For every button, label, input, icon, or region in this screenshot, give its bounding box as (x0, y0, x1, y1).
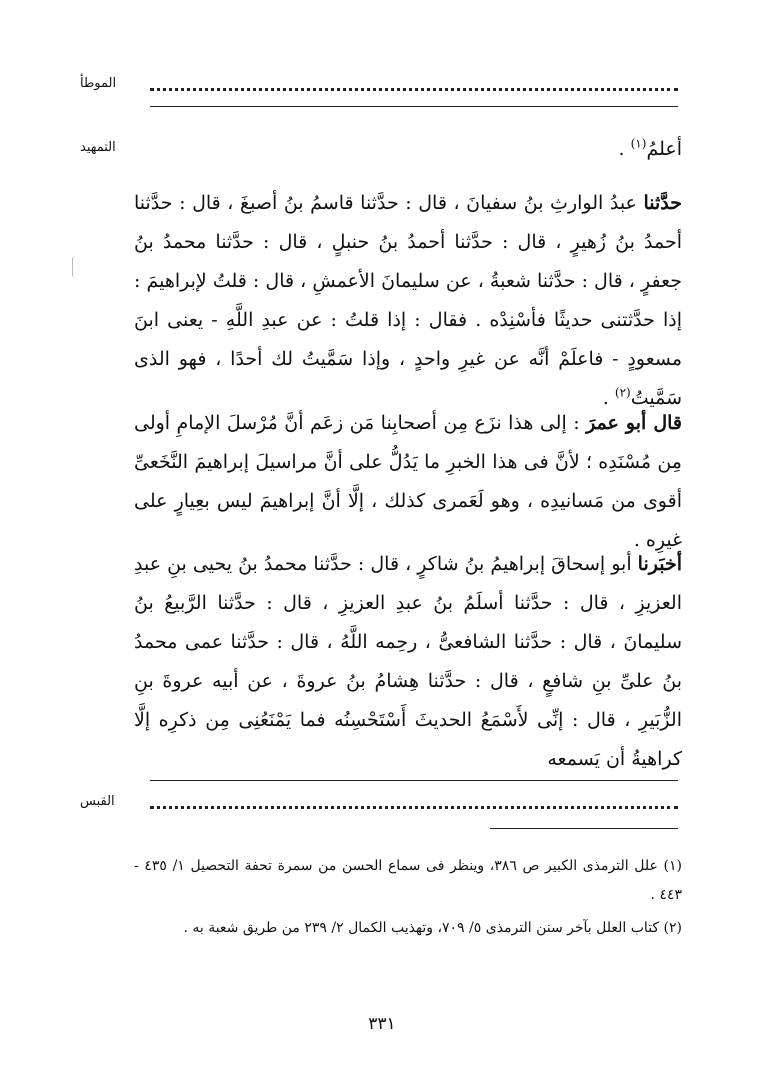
footnote-ref-2[interactable]: (٢) (614, 385, 631, 400)
paragraph-text (134, 545, 682, 779)
footer-label: القبس (80, 794, 115, 809)
section-label: التمهيد (80, 140, 116, 155)
footer-rule (150, 780, 678, 781)
paragraph-body: أبو إسحاقَ إبراهيمُ بنُ شاكرٍ ، قال : حدَّثنا محمدُ بنُ يحيى بنِ عبدِ العزيزِ ، قال : حدَّثنا أسلَمُ بنُ عبدِ العزيزِ ، قال : حدَّثنا الرَّبيعُ بنُ سليمانَ ، قال : حدَّثنا الشافعىُّ ، رحِمه اللَّهُ ، قال : حدَّثنا عمى محمدُ بنُ علىِّ بنِ شافعٍ ، قال : حدَّثنا هِشامُ بنُ عروةَ ، عن أبيه عروةَ بنِ الزُّبَيرِ ، قال : إنِّى لأَسْمَعُ الحديثَ أَسْتَحْسِنُه فما يَمْنَعُنِى مِن ذكرِه إلَّا كراهيةُ أن يَسمعه (134, 553, 682, 770)
paragraph-text (134, 404, 682, 560)
margin-mark (72, 256, 79, 278)
footnote-1: (١) علل الترمذى الكبير ص ٣٨٦، وينظر فى سماع الحسن من سمرة تحفة التحصيل ١/ ٤٣٥ - ٤٤٣ . (134, 858, 682, 903)
paragraph-body: عبدُ الوارثِ بنُ سفيانَ ، قال : حدَّثنا قاسمُ بنُ أصبغَ ، قال : حدَّثنا أحمدُ بنُ زُهيرٍ ، قال : حدَّثنا أحمدُ بنُ حنبلٍ ، قال : حدَّثنا محمدُ بنُ جعفرٍ ، قال : حدَّثنا شعبةُ ، عن سليمانَ الأعمشِ ، قال : قلتُ لإبراهيمَ : إذا حدَّثتنى حديثًا فأسْنِدْه . فقال : إذا قلتُ : عن عبدِ اللَّهِ - يعنى ابنَ مسعودٍ - فاعلَمْ أنَّه عن غيرِ واحدٍ ، وإذا سَمَّيتُ لك أحدًا ، فهو الذى سَمَّيتُ (134, 192, 682, 409)
dotted-divider (150, 88, 678, 91)
paragraph-2 (134, 404, 682, 560)
paragraph-text (134, 184, 682, 418)
intro-end: . (618, 138, 631, 160)
paragraph-1 (134, 184, 682, 418)
footnote-ref-1[interactable]: (١) (630, 136, 647, 151)
paragraph-lead: قال أبو عمرَ (586, 412, 682, 434)
header-rule (150, 106, 678, 107)
paragraph-end: . (602, 387, 615, 409)
paragraph-lead: حدَّثنا (643, 192, 682, 214)
intro-text: أعلمُ (646, 138, 682, 160)
book-label: الموطأ (80, 76, 117, 91)
paragraph-lead: أخبَرنا (637, 553, 682, 575)
page-number: ٣٣١ (368, 1014, 396, 1034)
intro-line (134, 130, 682, 169)
paragraph-3 (134, 545, 682, 779)
footer-dotted-divider (150, 806, 678, 809)
footnote-2: (٢) كتاب العلل بآخر سنن الترمذى ٥/ ٧٠٩، وتهذيب الكمال ٢/ ٢٣٩ من طريق شعبة به . (183, 920, 682, 936)
intro-paragraph (134, 130, 682, 169)
paragraph-body: : إلى هذا نزَع مِن أصحابِنا مَن زعَم أنَّ مُرْسلَ الإمامِ أولى مِن مُسْنَدِه ؛ لأنَّ فى هذا الخبرِ ما يَدُلُّ على أنَّ مراسيلَ إبراهيمَ النَّخَعىِّ أقوى من مَسانيدِه ، وهو لَعَمرى كذلك ، إلَّا أنَّ إبراهيمَ ليس بعِيارٍ على غيرِه . (134, 412, 682, 551)
footnote-separator (490, 828, 678, 829)
